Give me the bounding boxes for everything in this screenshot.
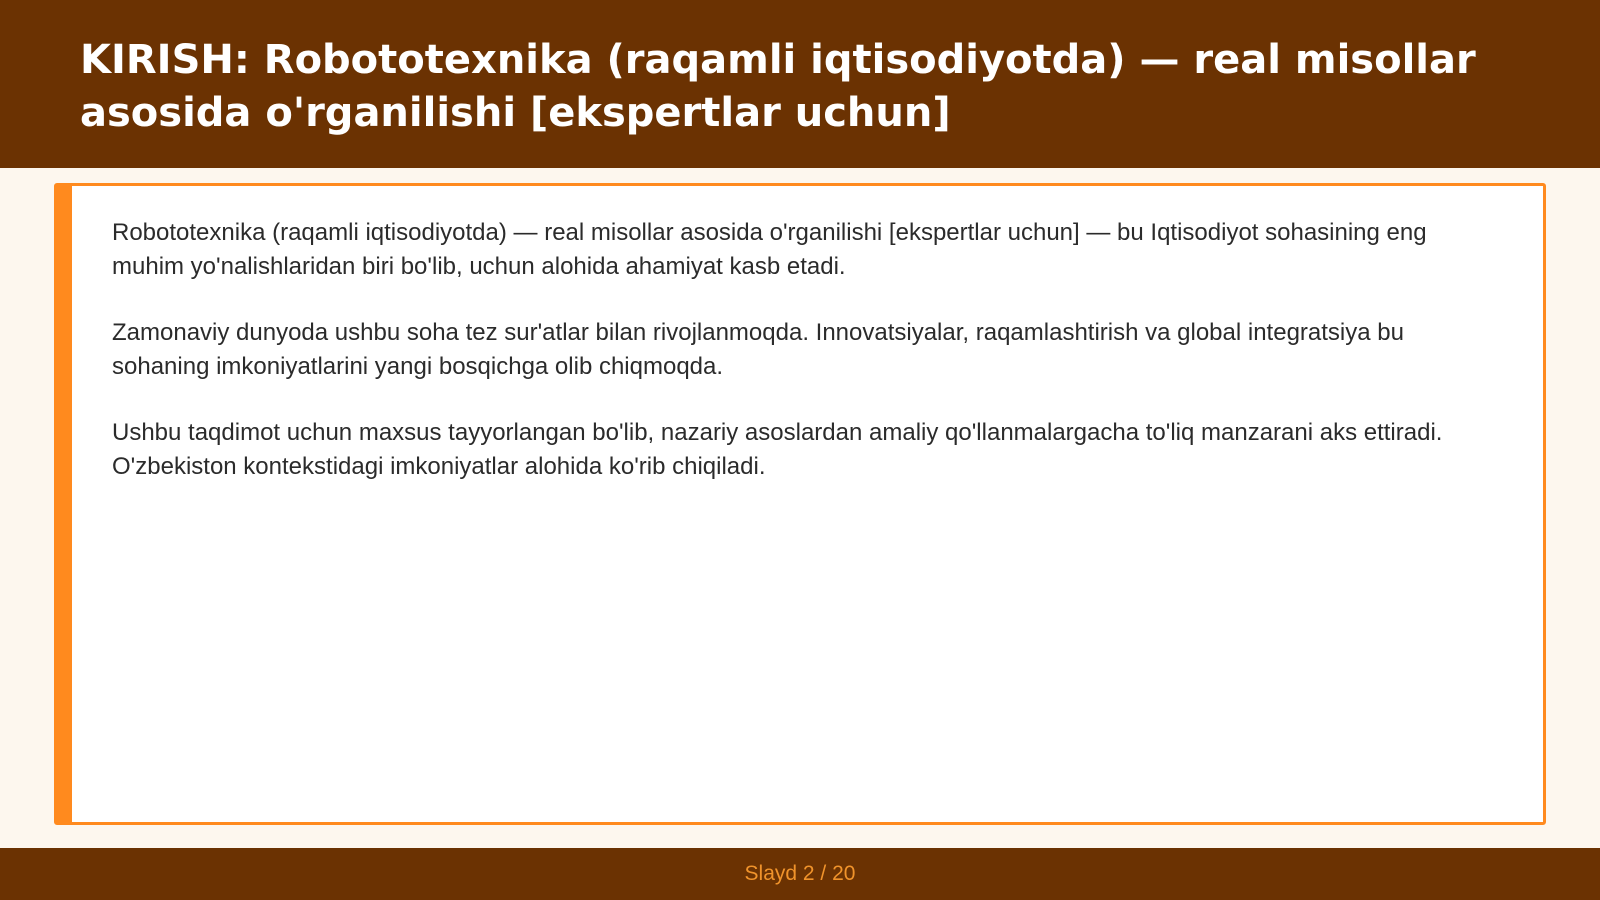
paragraph-intro: Robototexnika (raqamli iqtisodiyotda) — real misollar asosida o'rganilishi [ekspertlar uchun] — bu Iqtisodiyot sohasining eng muhim yo'nalishlaridan biri bo'lib, uchun alohida ahamiyat kasb etadi. — [112, 219, 1427, 280]
slide-title: KIRISH: Robototexnika (raqamli iqtisodiyotda) — real misollar asosida o'rganilishi [ekspertlar uchun] — [80, 37, 1476, 136]
slide-header — [0, 0, 1600, 168]
slide-counter: Slayd 2 / 20 — [744, 862, 856, 885]
paragraph-modern-world: Zamonaviy dunyoda ushbu soha tez sur'atlar bilan rivojlanmoqda. Innovatsiyalar, raqamlashtirish va global integratsiya bu sohaning imkoniyatlarini yangi bosqichga olib chiqmoqda. — [112, 319, 1404, 380]
paragraph-presentation: Ushbu taqdimot uchun maxsus tayyorlangan bo'lib, nazariy asoslardan amaliy qo'llanmalargacha to'liq manzarani aks ettiradi. O'zbekiston kontekstidagi imkoniyatlar alohida ko'rib chiqiladi. — [112, 419, 1443, 480]
slide-footer — [0, 848, 1600, 900]
content-panel — [54, 183, 1546, 825]
